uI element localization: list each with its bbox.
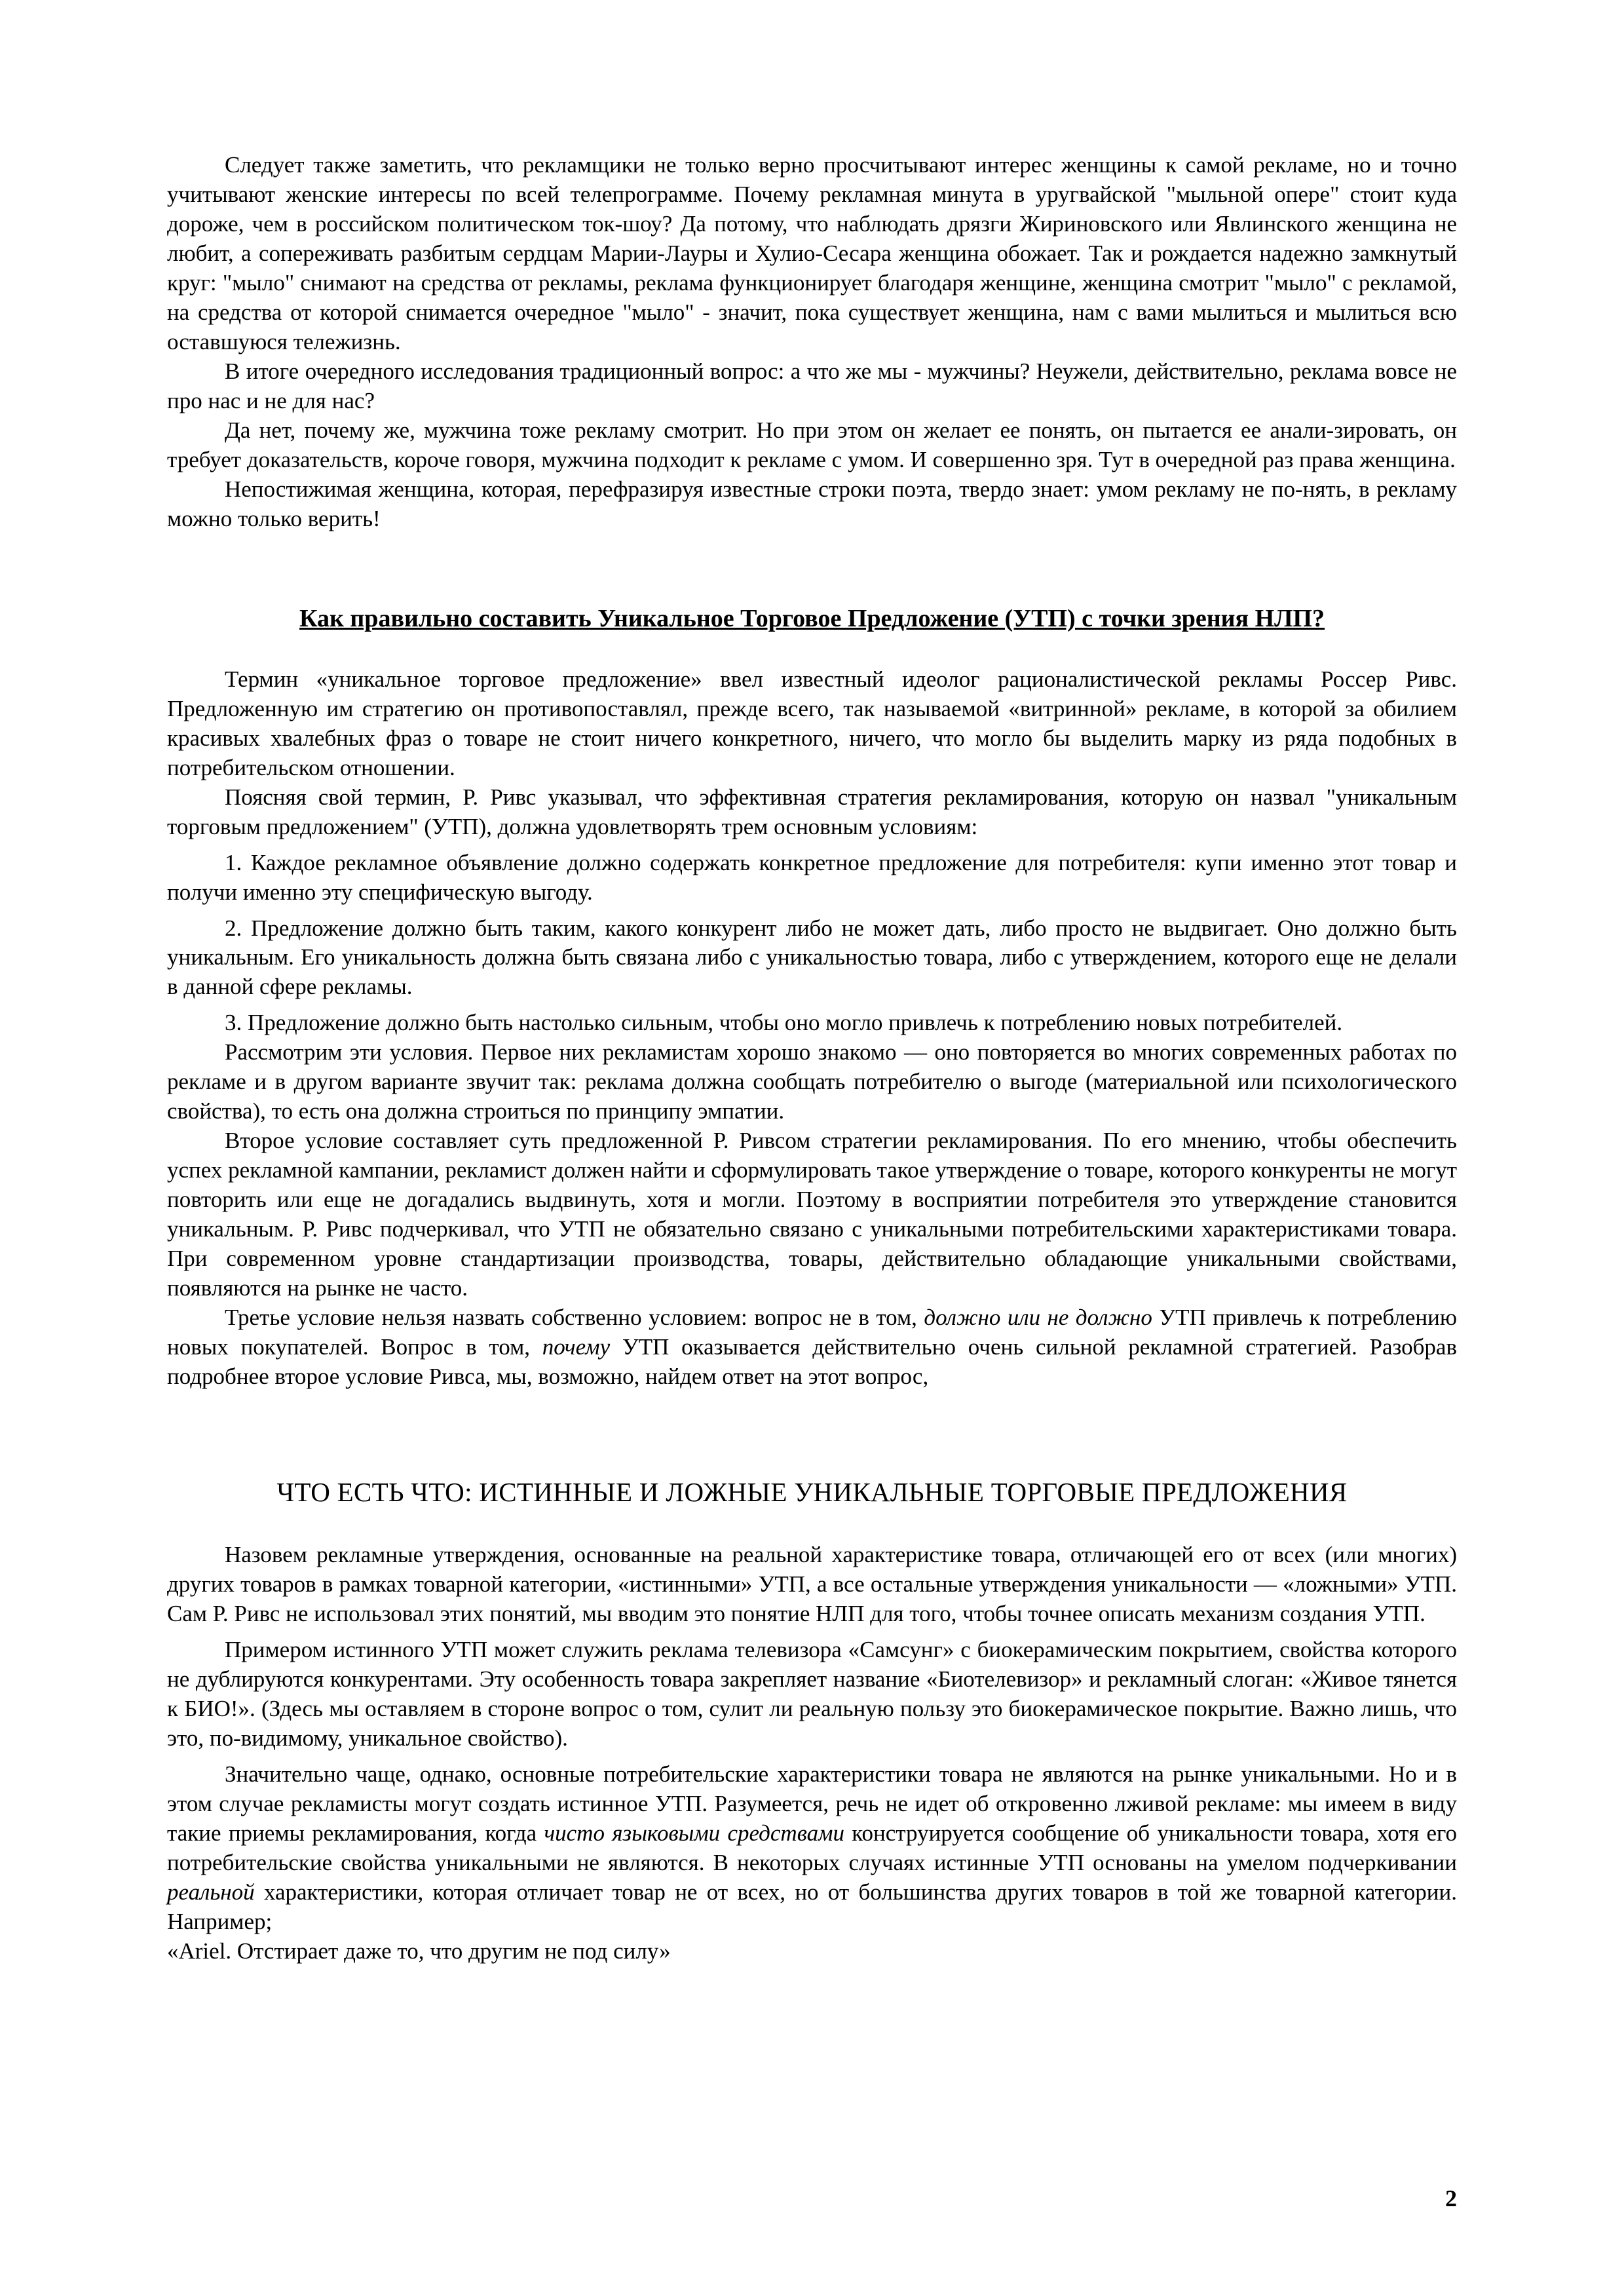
third-italic-1: должно или не должно: [924, 1305, 1152, 1331]
paragraph-often: [167, 1760, 1457, 1937]
often-italic-1: чисто языковыми средствами: [544, 1820, 844, 1846]
paragraph-5: Термин «уникальное торговое предложение» ввел известный идеолог рационалистической рекламы Россер Ривс. Предложенную им стратегию он противопоставлял, прежде всего, так называемой «витринной» рекламе, в которой за обилием красивых хвалебных фраз о товаре не стоит ничего конкретного, ничего, что могло бы выделить марку из ряда подобных в потребительском отношении.: [167, 666, 1457, 780]
third-part-1: Третье условие нельзя назвать собственно условием: вопрос не в том,: [225, 1305, 924, 1331]
section-heading-true-false-utp: ЧТО ЕСТЬ ЧТО: ИСТИННЫЕ И ЛОЖНЫЕ УНИКАЛЬНЫЕ ТОРГОВЫЕ ПРЕДЛОЖЕНИЯ: [276, 1477, 1348, 1507]
spacer: [167, 1002, 1457, 1008]
paragraph-third-condition: [167, 1303, 1457, 1392]
spacer: [167, 534, 1457, 602]
spacer: [167, 842, 1457, 849]
section-heading-utp-text: Как правильно составить Уникальное Торговое Предложение (УТП) с точки зрения НЛП?: [299, 604, 1325, 632]
spacer: [167, 635, 1457, 665]
often-part-3: характеристики, которая отличает товар не от всех, но от большинства других товаров в той же товарной категории. Например;: [167, 1879, 1457, 1934]
third-part-3: УТП оказывается действительно очень сильной рекламной стратегией. Разобрав подробнее второе условие Ривса, мы, возможно, найдем ответ на этот вопрос,: [167, 1334, 1457, 1390]
paragraph-4: Непостижимая женщина, которая, перефразируя известные строки поэта, твердо знает: умом рекламу не по-нять, в рекламу можно только верить!: [167, 476, 1457, 531]
spacer: [167, 1510, 1457, 1540]
page-number: 2: [1445, 2185, 1457, 2211]
quote-ariel: «Ariel. Отстирает даже то, что другим не под силу»: [167, 1938, 671, 1964]
spacer: [167, 1392, 1457, 1474]
spacer: [167, 1753, 1457, 1760]
paragraph-3: Да нет, почему же, мужчина тоже рекламу смотрит. Но при этом он желает ее понять, он пытается ее анали-зировать, он требует доказательств, короче говоря, мужчина подходит к рекламе с умом. И совершенно зря. Тут в очередной раз права женщина.: [167, 417, 1457, 472]
paragraph-10: Рассмотрим эти условия. Первое них рекламистам хорошо знакомо — оно повторяется во многих современных работах по рекламе и в другом варианте звучит так: реклама должна сообщать потребителю о выгоде (материальной или психологического свойства), то есть она должна строиться по принципу эмпатии.: [167, 1039, 1457, 1124]
section-heading-utp: [167, 602, 1457, 635]
paragraph-condition-3: 3. Предложение должно быть настолько сильным, чтобы оно могло привлечь к потреблению новых потребителей.: [225, 1010, 1343, 1036]
third-italic-2: почему: [542, 1334, 611, 1360]
page-content: [167, 151, 1457, 1966]
paragraph-condition-1: 1. Каждое рекламное объявление должно содержать конкретное предложение для потребителя: купи именно этот товар и получи именно эту специфическую выгоду.: [167, 849, 1457, 905]
paragraph-1: Следует также заметить, что рекламщики не только верно просчитывают интерес женщины к самой рекламе, но и точно учитывают женские интересы по всей телепрограмме. Почему рекламная минута в уругвайской "мыльной опере" стоит куда дороже, чем в российском политическом ток-шоу? Да потому, что наблюдать дрязги Жириновского или Явлинского женщина не любит, а сопереживать разбитым сердцам Марии-Лауры и Хулио-Сесара женщина обожает. Так и рождается надежно замкнутый круг: "мыло" снимают на средства от рекламы, реклама функционирует благодаря женщине, женщина смотрит "мыло" с рекламой, на средства от которой снимается очередное "мыло" - значит, пока существует женщина, нам с вами мылиться и мылиться всю оставшуюся тележизнь.: [167, 152, 1457, 354]
paragraph-2: В итоге очередного исследования традиционный вопрос: а что же мы - мужчины? Неужели, действительно, реклама вовсе не про нас и не для нас?: [167, 358, 1457, 413]
paragraph-condition-2: 2. Предложение должно быть таким, какого конкурент либо не может дать, либо просто не выдвигает. Оно должно быть уникальным. Его уникальность должна быть связана либо с уникальностью товара, либо с утверждением, которого еще не делали в данной сфере рекламы.: [167, 915, 1457, 1000]
spacer: [167, 908, 1457, 914]
third-part-2: УТП привлечь к потреблению новых покупателей. Вопрос в том,: [167, 1305, 1458, 1360]
often-part-2: конструируется сообщение об уникальности товара, хотя его потребительские свойства уникальными не являются. В некоторых случаях истинные УТП основаны на умелом подчеркивании: [167, 1820, 1458, 1875]
paragraph-13: Назовем рекламные утверждения, основанные на реальной характеристике товара, отличающей его от всех (или многих) других товаров в рамках товарной категории, «истинными» УТП, а все остальные утверждения уникальности — «ложными» УТП. Сам Р. Ривс не использовал этих понятий, мы вводим это понятие НЛП для того, чтобы точнее описать механизм создания УТП.: [167, 1541, 1457, 1626]
paragraph-11: Второе условие составляет суть предложенной Р. Ривсом стратегии рекламирования. По его мнению, чтобы обеспечить успех рекламной кампании, рекламист должен найти и сформулировать такое утверждение о товаре, которого конкуренты не могут повторить или еще не догадались выдвинуть, хотя и могли. Поэтому в восприятии потребителя это утверждение становится уникальным. Р. Ривс подчеркивал, что УТП не обязательно связано с уникальными потребительскими характеристиками товара. При современном уровне стандартизации производства, товары, действительно обладающие уникальными свойствами, появляются на рынке не часто.: [167, 1128, 1457, 1301]
paragraph-14: Примером истинного УТП может служить реклама телевизора «Самсунг» с биокерамическим покрытием, свойства которого не дублируются конкурентами. Эту особенность товара закрепляет название «Биотелевизор» и рекламный слоган: «Живое тянется к БИО!». (Здесь мы оставляем в стороне вопрос о том, сулит ли реальную пользу это биокерамическое покрытие. Важно лишь, что это, по-видимому, уникальное свойство).: [167, 1636, 1457, 1751]
often-part-1: Значительно чаще, однако, основные потребительские характеристики товара не являются на рынке уникальными. Но и в этом случае рекламисты могут создать истинное УТП. Разумеется, речь не идет об откровенно лживой рекламе: мы имеем в виду такие приемы рекламирования, когда: [167, 1761, 1457, 1846]
spacer: [167, 1629, 1457, 1636]
often-italic-2: реальной: [167, 1879, 255, 1905]
paragraph-6: Поясняя свой термин, Р. Ривс указывал, что эффективная стратегия рекламирования, которую он назвал "уникальным торговым предложением" (УТП), должна удовлетворять трем основным условиям:: [167, 784, 1457, 839]
